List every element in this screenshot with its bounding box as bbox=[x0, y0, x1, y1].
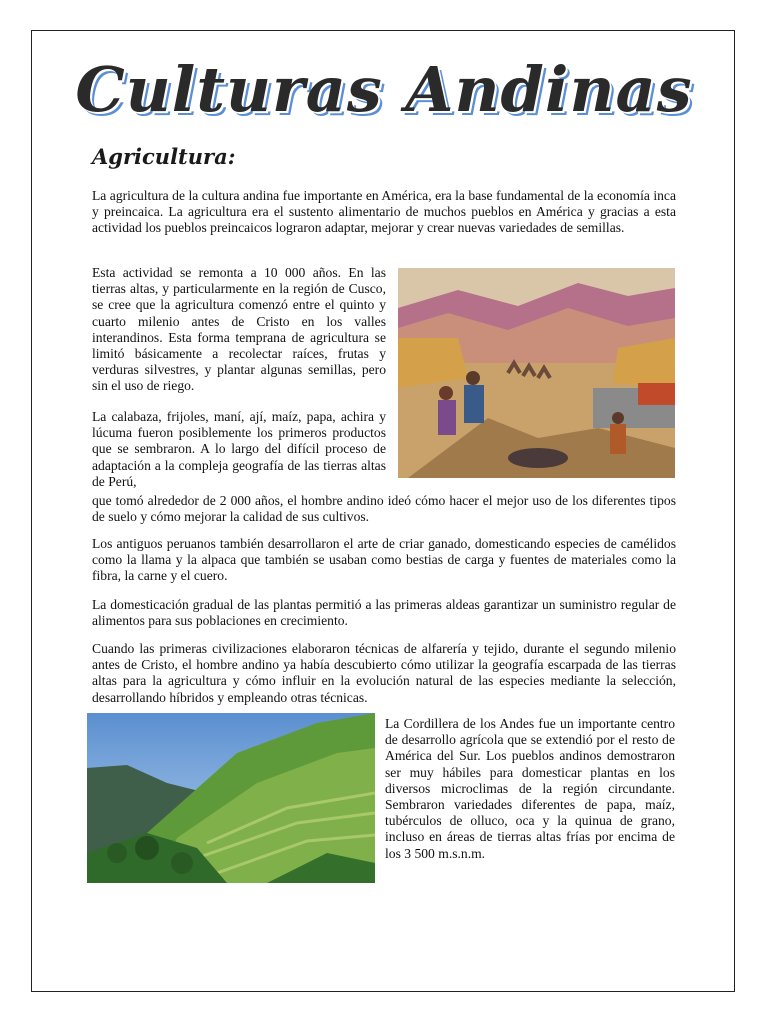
paragraph-crops-continued: que tomó alrededor de 2 000 años, el hombre andino ideó cómo hacer el mejor uso de los diferentes tipos de suelo y cómo mejorar la calidad de sus cultivos. bbox=[92, 493, 676, 525]
andean-terraces-photo bbox=[87, 713, 375, 883]
paragraph-domestication: La domesticación gradual de las plantas permitió a las primeras aldeas garantizar un suministro regular de alimentos para sus poblaciones en crecimiento. bbox=[92, 597, 676, 629]
section-heading: Agricultura: bbox=[92, 144, 236, 169]
paragraph-livestock: Los antiguos peruanos también desarrollaron el arte de criar ganado, domesticando especies de camélidos como la llama y la alpaca que también se usaban como bestias de carga y fuentes de materiales como la fibra, la carne y el cuero. bbox=[92, 536, 676, 584]
paragraph-cordillera: La Cordillera de los Andes fue un importante centro de desarrollo agrícola que se extendió por el resto de América del Sur. Los pueblos andinos demostraron ser muy hábiles para domesticar plantas en los diversos microclimas de la región circundante. Sembraron variedades diferentes de papa, maíz, tubérculos de olluco, oca y la quinua de grano, incluso en áreas de tierras altas frías por encima de los 3 500 m.s.n.m. bbox=[385, 716, 675, 861]
paragraph-origins: Esta actividad se remonta a 10 000 años. En las tierras altas, y particularmente en la región de Cusco, se cree que la agricultura comenzó entre el quinto y cuarto milenio antes de Cristo en los valles interandinos. Esta forma temprana de agricultura se limitó básicamente a recolectar raíces, frutas y verduras silvestres, y plantar algunas semillas, pero sin el uso de riego. bbox=[92, 265, 386, 394]
andean-agriculture-illustration bbox=[398, 268, 675, 478]
page-title: Culturas Andinas bbox=[75, 53, 693, 126]
paragraph-civilizations: Cuando las primeras civilizaciones elaboraron técnicas de alfarería y tejido, durante el segundo milenio antes de Cristo, el hombre andino ya había descubierto cómo utilizar la geografía escarpada de las tierras altas para la agricultura y cómo influir en la evolución natural de las especies mediante la selección, desarrollando híbridos y empleando otras técnicas. bbox=[92, 641, 676, 705]
paragraph-crops: La calabaza, frijoles, maní, ají, maíz, papa, achira y lúcuma fueron posiblemente los primeros productos que se sembraron. A lo largo del difícil proceso de adaptación a la compleja geografía de las tierras altas de Perú, bbox=[92, 409, 386, 489]
paragraph-intro: La agricultura de la cultura andina fue importante en América, era la base fundamental de la economía inca y preincaica. La agricultura era el sustento alimentario de muchos pueblos en América y gracias a esta actividad los pueblos preincaicos lograron adaptar, mejorar y crear nuevas variedades de semillas. bbox=[92, 188, 676, 236]
